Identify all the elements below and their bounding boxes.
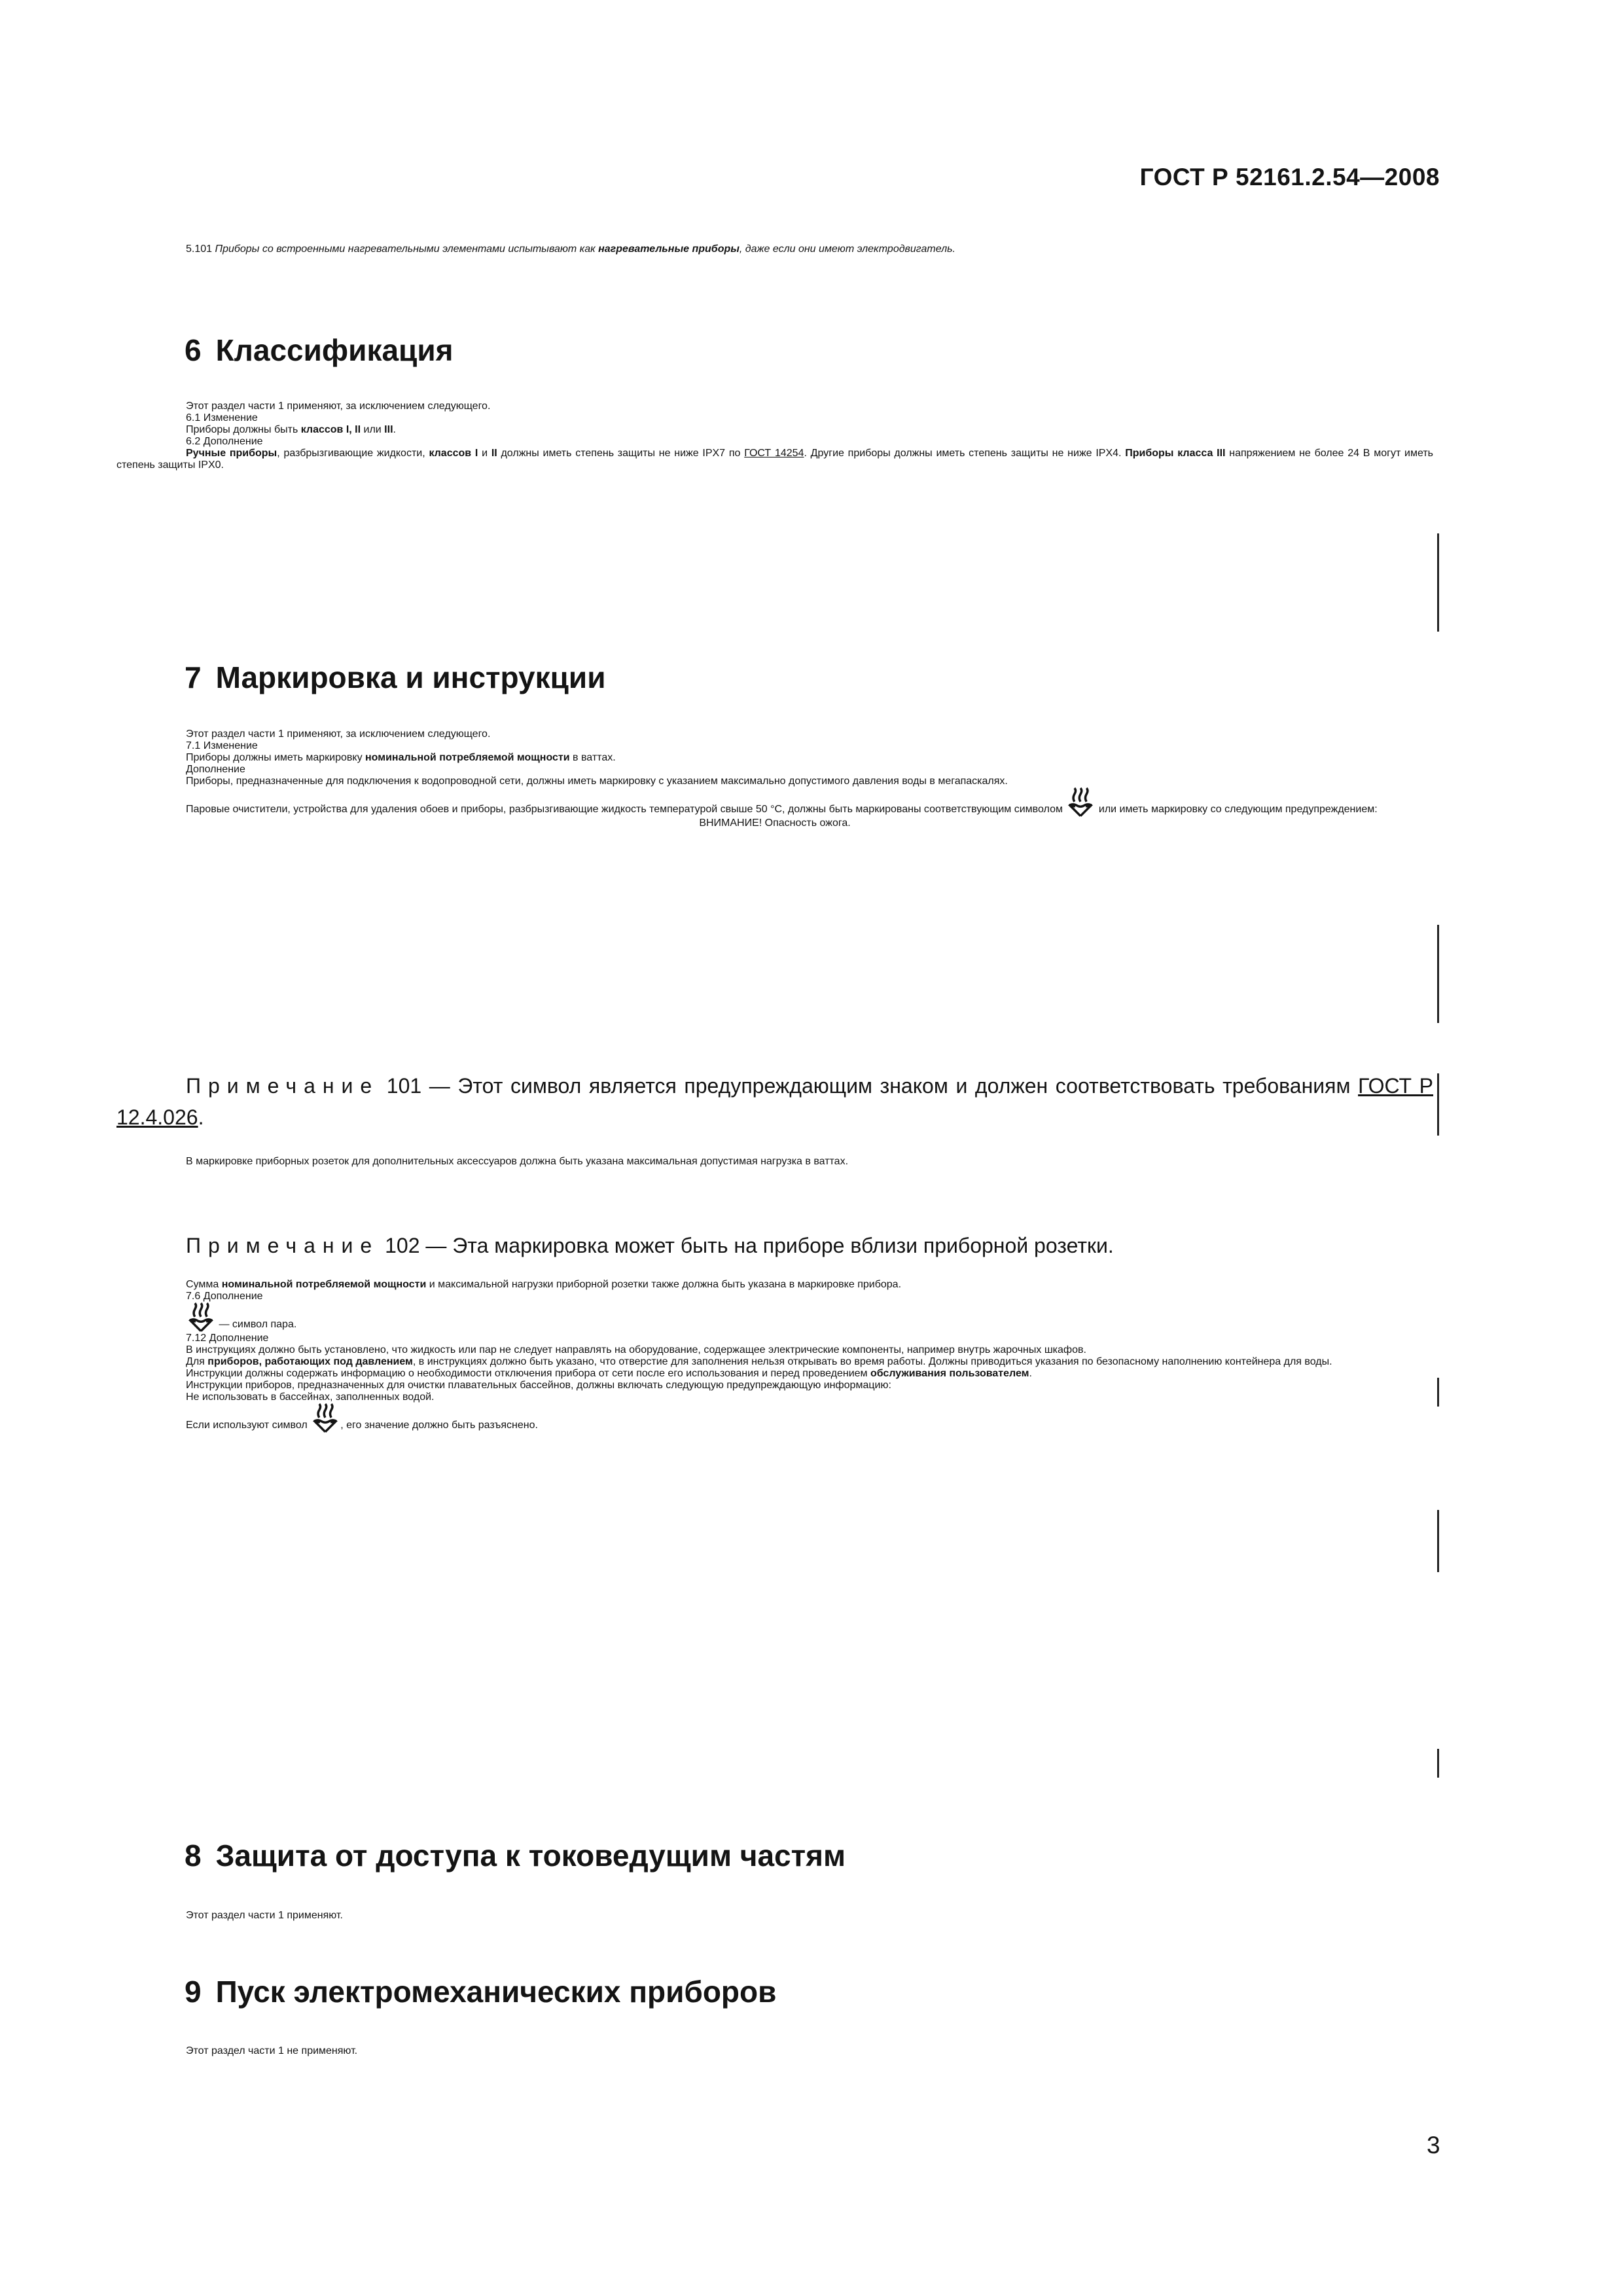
change-bar [1437, 1073, 1439, 1136]
warning-text: ВНИМАНИЕ! Опасность ожога. [699, 817, 851, 829]
steam-symbol-icon [310, 1403, 340, 1433]
note-101: Примечание 101 — Этот символ является предупреждающим знаком и должен соответствовать требованиям ГОСТ Р 12.4.026. [116, 1074, 1434, 1129]
section-7-body-a: Этот раздел части 1 применяют, за исключением следующего. 7.1 Изменение Приборы должны иметь маркировку номинальной потребляемой мощности в ваттах. Дополнение Приборы, предназначенные для подключения к водопроводной сети, должны иметь маркировку с указанием максимально допустимого давления воды в мегапаскалях. Паровые очистители, устройства для удаления обоев и приборы, разбрызгивающие жидкость температурой свыше 50 °С, должны быть маркированы соответствующим символом или иметь маркировку со следующим предупреждением: ВНИМАНИЕ! Опасность ожога. [116, 728, 1433, 829]
section-9-heading: 9 Пуск электромеханических приборов [185, 1975, 777, 2009]
section-7-body-b: В маркировке приборных розеток для дополнительных аксессуаров должна быть указана максимальная допустимая нагрузка в ваттах. [186, 1156, 849, 1167]
section-7-heading: 7 Маркировка и инструкции [185, 660, 606, 694]
change-bar [1437, 1749, 1439, 1778]
section-6-body: Этот раздел части 1 применяют, за исключением следующего. 6.1 Изменение Приборы должны быть классов I, II или III. 6.2 Дополнение Ручные приборы, разбрызгивающие жидкости, классов I и II должны иметь степень защиты не ниже IPX7 по ГОСТ 14254. Другие приборы должны иметь степень защиты не ниже IPX4. Приборы класса III напряжением не более 24 В могут иметь степень защиты IPX0. [116, 401, 1434, 471]
section-7-body-c: Сумма номинальной потребляемой мощности и максимальной нагрузки приборной розетки также должна быть указана в маркировке прибора. 7.6 Дополнение — символ пара. 7.12 Дополнение В инструкциях должно быть установлено, что жидкость или пар не следует направлять на оборудование, содержащее электрические компоненты, например внутрь жарочных шкафов. Для приборов, работающих под давлением, в инструкциях должно быть указано, что отверстие для заполнения нельзя открывать во время работы. Должны приводиться указания по безопасному наполнению контейнера для воды. Инструкции должны содержать информацию о необходимости отключения прибора от сети после его использования и перед проведением обслуживания пользователем. Инструкции приборов, предназначенных для очистки плавательных бассейнов, должны включать следующую предупреждающую информацию: Не использовать в бассейнах, заполненных водой. Если используют символ , его значение должно быть разъяснено. [116, 1279, 1433, 1433]
term-heating-appliances: нагревательные приборы [598, 243, 740, 255]
clause-number: 5.101 [186, 243, 215, 255]
section-6-heading: 6 Классификация [185, 333, 454, 367]
steam-symbol-icon [186, 1302, 216, 1333]
steam-symbol-icon [1065, 787, 1096, 817]
change-bar [1437, 533, 1439, 632]
change-bar [1437, 1510, 1439, 1572]
change-bar [1437, 925, 1439, 1023]
document-header: ГОСТ Р 52161.2.54—2008 [1139, 164, 1440, 190]
note-102: Примечание 102 — Эта маркировка может быть на приборе вблизи приборной розетки. [186, 1234, 1114, 1257]
page-number: 3 [1427, 2132, 1440, 2159]
section-8-heading: 8 Защита от доступа к токоведущим частям [185, 1839, 846, 1873]
ref-gost-14254[interactable]: ГОСТ 14254 [744, 448, 804, 459]
clause-5-101: 5.101 Приборы со встроенными нагревательными элементами испытывают как нагревательные приборы, даже если они имеют электродвигатель. [186, 243, 955, 255]
ref-gost-r-12-4-026[interactable]: ГОСТ Р 12.4.026 [116, 1074, 1434, 1129]
section-9-body: Этот раздел части 1 не применяют. [186, 2045, 358, 2056]
change-bar [1437, 1378, 1439, 1407]
section-8-body: Этот раздел части 1 применяют. [186, 1910, 343, 1921]
